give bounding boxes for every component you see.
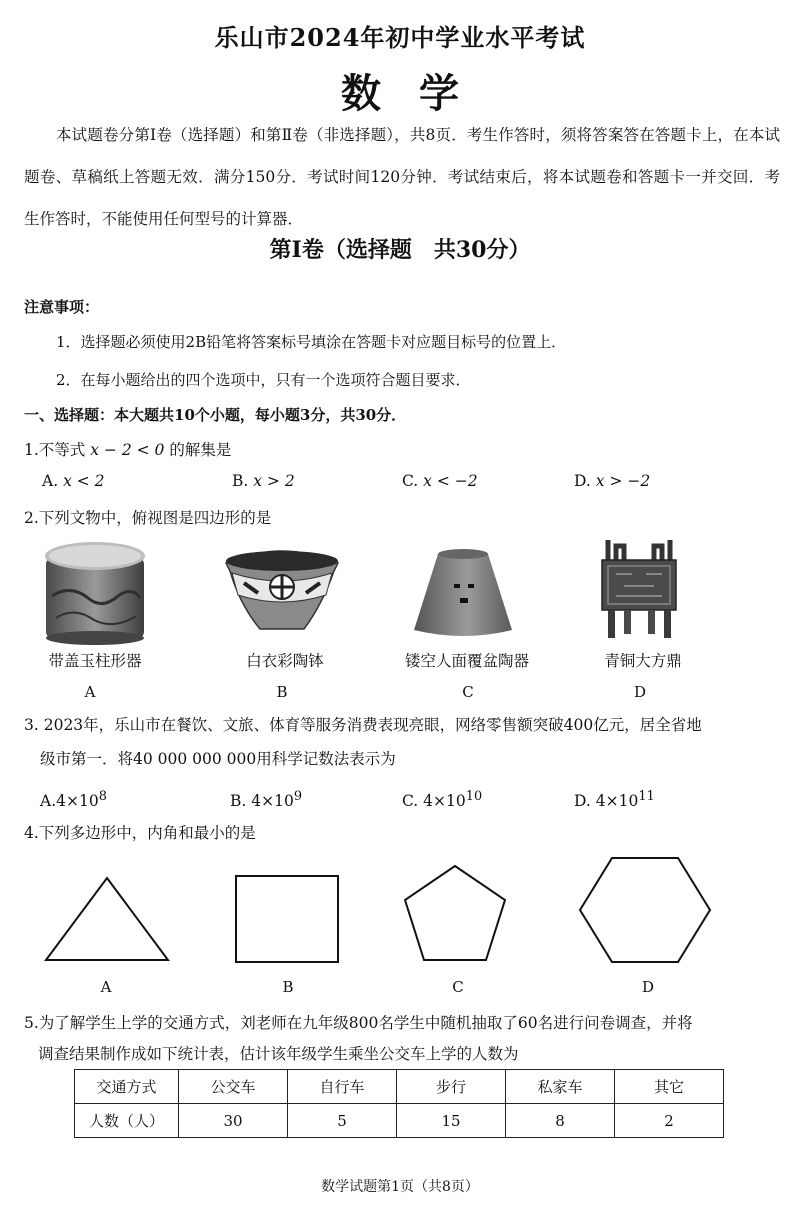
- exam-title: 乐山市2024年初中学业水平考试: [214, 23, 586, 52]
- q2-item-a-caption: 带盖玉柱形器: [48, 652, 142, 670]
- q1-stem-pre: 1.不等式: [24, 441, 86, 459]
- page-footer: 数学试题第1页（共8页）: [321, 1179, 479, 1195]
- q1-option-d: D. x > −2: [574, 472, 651, 490]
- table-cell: 5: [288, 1104, 397, 1138]
- jade-cylinder-icon: [40, 536, 150, 646]
- q1-stem-math: x − 2 < 0: [90, 441, 165, 459]
- table-cell: 2: [615, 1104, 724, 1138]
- subject-title: 数学: [341, 70, 497, 117]
- q1-stem-post: 的解集是: [169, 441, 232, 459]
- question-3-stem-line2: 级市第一．将40 000 000 000用科学记数法表示为: [40, 750, 396, 768]
- question-1-stem: [24, 438, 231, 460]
- q2-item-c-caption: 镂空人面覆盆陶器: [404, 652, 529, 670]
- q3-option-b: B. $4\times 10^9$: [230, 789, 303, 811]
- table-header-cell: 私家车: [506, 1070, 615, 1104]
- question-5-stem-line2: 调查结果制作成如下统计表，估计该年级学生乘坐公交车上学的人数为: [38, 1045, 519, 1063]
- q4-shape-b-letter: B: [282, 978, 294, 996]
- q1-option-c: C. x < −2: [402, 472, 478, 490]
- face-pottery-icon: [408, 546, 518, 640]
- table-header-cell: 其它: [615, 1070, 724, 1104]
- table-header-cell: 步行: [397, 1070, 506, 1104]
- q4-shape-d-letter: D: [641, 978, 655, 996]
- notice-item-2: 2．在每小题给出的四个选项中，只有一个选项符合题目要求．: [56, 371, 471, 389]
- table-cell: 15: [397, 1104, 506, 1138]
- notice-item-1: 1．选择题必须使用2B铅笔将答案标号填涂在答题卡对应题目标号的位置上．: [56, 333, 567, 351]
- exam-instructions: 本试题卷分第Ⅰ卷（选择题）和第Ⅱ卷（非选择题），共8页．考生作答时，须将答案答在答题卡上，在本试题卷、草稿纸上答题无效．满分150分．考试时间120分钟．考试结束后，将本试题卷和答题卡一并交回．考生作答时，不能使用任何型号的计算器．: [24, 126, 780, 228]
- part-heading: 一、选择题：本大题共10个小题，每小题3分，共30分．: [24, 406, 407, 424]
- table-cell: 人数（人）: [75, 1104, 179, 1138]
- triangle-icon: [46, 878, 168, 960]
- q2-item-c-letter: C: [462, 683, 474, 701]
- q1-option-b: B. x > 2: [232, 472, 295, 490]
- notice-heading: 注意事项：: [24, 298, 100, 316]
- pentagon-icon: [405, 866, 505, 960]
- table-header-cell: 自行车: [288, 1070, 397, 1104]
- q3-option-a: $A.4\times 10^8$: [40, 789, 107, 811]
- square-icon: [236, 876, 338, 962]
- painted-pottery-bowl-icon: [222, 545, 342, 635]
- q1-option-a: A. x < 2: [42, 472, 105, 490]
- section-title: 第Ⅰ卷（选择题 共30分）: [269, 237, 531, 263]
- q3-option-d: D. $4\times 10^{11}$: [574, 789, 655, 811]
- question-5-stem-line1: 5.为了解学生上学的交通方式，刘老师在九年级800名学生中随机抽取了60名进行问卷调查，并将: [24, 1014, 693, 1032]
- q2-item-b-letter: B: [276, 683, 288, 701]
- q2-item-d-caption: 青铜大方鼎: [604, 652, 682, 670]
- question-2-stem: 2.下列文物中，俯视图是四边形的是: [24, 509, 272, 527]
- table-row: [75, 1104, 724, 1138]
- q2-item-d-letter: D: [633, 683, 647, 701]
- hexagon-icon: [580, 858, 710, 962]
- table-cell: 8: [506, 1104, 615, 1138]
- q4-shape-a-letter: A: [100, 978, 112, 996]
- q2-item-a-letter: A: [84, 683, 96, 701]
- transport-table: [74, 1069, 724, 1138]
- table-header-row: [75, 1070, 724, 1104]
- question-3-stem-line1: 3. 2023年，乐山市在餐饮、文旅、体育等服务消费表现亮眼，网络零售额突破400亿元，居全省地: [24, 716, 702, 734]
- question-4-stem: 4.下列多边形中，内角和最小的是: [24, 824, 256, 842]
- q2-item-b-caption: 白衣彩陶钵: [246, 652, 324, 670]
- table-header-cell: 公交车: [179, 1070, 288, 1104]
- q4-shape-c-letter: C: [452, 978, 464, 996]
- bronze-ding-icon: [594, 534, 684, 646]
- table-cell: 30: [179, 1104, 288, 1138]
- q3-option-c: C. $4\times 10^{10}$: [402, 789, 483, 811]
- table-header-cell: 交通方式: [75, 1070, 179, 1104]
- q4-polygons: [0, 848, 800, 973]
